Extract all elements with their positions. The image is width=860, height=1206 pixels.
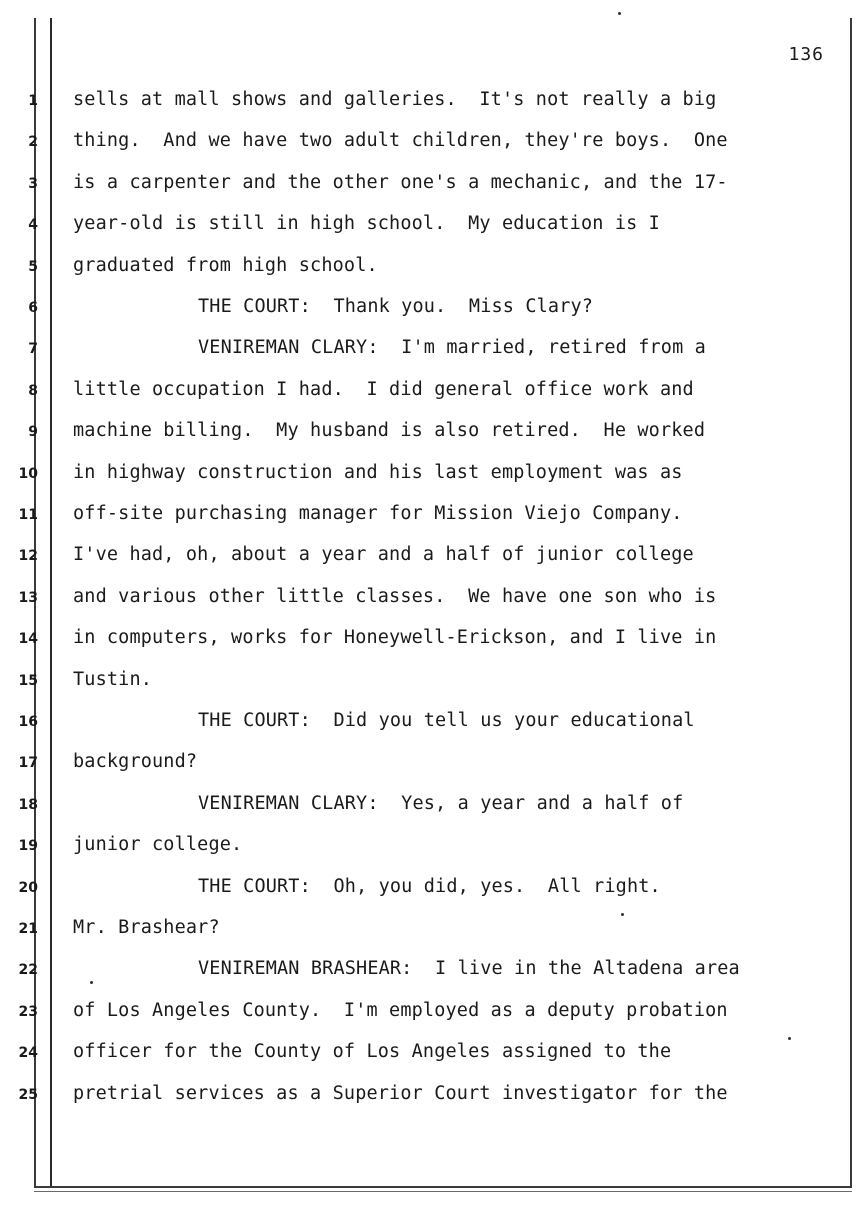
line-number: 11 bbox=[18, 507, 38, 523]
line-number: 22 bbox=[18, 962, 38, 979]
transcript-line: VENIREMAN BRASHEAR: I live in the Altadena area bbox=[198, 958, 740, 980]
transcript-line: and various other little classes. We have one son who is bbox=[73, 585, 717, 607]
scan-speck bbox=[621, 913, 624, 916]
transcript-line: VENIREMAN CLARY: I'm married, retired from a bbox=[198, 337, 706, 359]
transcript-line: officer for the County of Los Angeles assigned to the bbox=[73, 1041, 672, 1063]
transcript-line: THE COURT: Did you tell us your educational bbox=[198, 710, 695, 731]
transcript-line: year-old is still in high school. My education is I bbox=[73, 213, 660, 235]
transcript-line: Tustin. bbox=[73, 668, 153, 690]
transcript-line: little occupation I had. I did general office work and bbox=[73, 378, 694, 400]
page-border-right bbox=[850, 18, 852, 1186]
transcript-line: off-site purchasing manager for Mission Viejo Company. bbox=[73, 503, 683, 524]
line-number: 12 bbox=[18, 548, 38, 565]
line-number: 8 bbox=[28, 382, 38, 399]
scan-speck bbox=[618, 12, 621, 15]
line-number: 19 bbox=[18, 838, 38, 855]
transcript-line: of Los Angeles County. I'm employed as a deputy probation bbox=[73, 999, 728, 1021]
transcript-line: in computers, works for Honeywell-Erickson, and I live in bbox=[73, 627, 717, 649]
transcript-line: graduated from high school. bbox=[73, 254, 378, 276]
line-number: 13 bbox=[18, 589, 38, 606]
line-number: 1 bbox=[28, 93, 38, 109]
transcript-line: thing. And we have two adult children, they're boys. One bbox=[73, 130, 728, 152]
line-number: 16 bbox=[18, 714, 38, 730]
transcript-line: junior college. bbox=[73, 834, 243, 856]
line-number: 2 bbox=[28, 134, 38, 151]
page-border-bottom-inner bbox=[34, 1191, 852, 1192]
line-number: 15 bbox=[18, 672, 38, 689]
transcript-line: pretrial services as a Superior Court investigator for the bbox=[73, 1082, 728, 1104]
line-number: 4 bbox=[28, 217, 38, 234]
transcript-line: is a carpenter and the other one's a mechanic, and the 17- bbox=[73, 171, 728, 193]
transcript-line: in highway construction and his last employment was as bbox=[73, 461, 683, 483]
scan-speck bbox=[788, 1037, 791, 1040]
line-number: 6 bbox=[28, 300, 38, 316]
line-number: 10 bbox=[18, 465, 38, 482]
line-number: 24 bbox=[18, 1045, 38, 1062]
line-number: 20 bbox=[18, 879, 38, 896]
page-border-bottom bbox=[34, 1186, 852, 1188]
transcript-line: VENIREMAN CLARY: Yes, a year and a half of bbox=[198, 792, 684, 814]
transcript-line: background? bbox=[73, 751, 198, 773]
line-number: 3 bbox=[28, 175, 38, 192]
line-number: 18 bbox=[18, 796, 38, 813]
line-number: 23 bbox=[18, 1003, 38, 1020]
scan-speck bbox=[90, 981, 93, 984]
page-number: 136 bbox=[788, 44, 824, 65]
line-number: 14 bbox=[18, 631, 38, 648]
line-number-divider bbox=[50, 18, 52, 1186]
transcript-line: THE COURT: Oh, you did, yes. All right. bbox=[198, 875, 661, 897]
transcript-line: THE COURT: Thank you. Miss Clary? bbox=[198, 296, 594, 317]
transcript-line: machine billing. My husband is also retired. He worked bbox=[73, 420, 706, 442]
transcript-line: I've had, oh, about a year and a half of junior college bbox=[73, 544, 694, 566]
line-number: 17 bbox=[18, 755, 38, 772]
line-number: 5 bbox=[28, 258, 38, 275]
line-number: 7 bbox=[28, 341, 38, 358]
line-number: 9 bbox=[28, 424, 38, 441]
line-number: 21 bbox=[18, 921, 38, 937]
transcript-line: sells at mall shows and galleries. It's not really a big bbox=[73, 89, 717, 110]
transcript-line: Mr. Brashear? bbox=[73, 917, 220, 938]
line-number: 25 bbox=[18, 1086, 38, 1103]
